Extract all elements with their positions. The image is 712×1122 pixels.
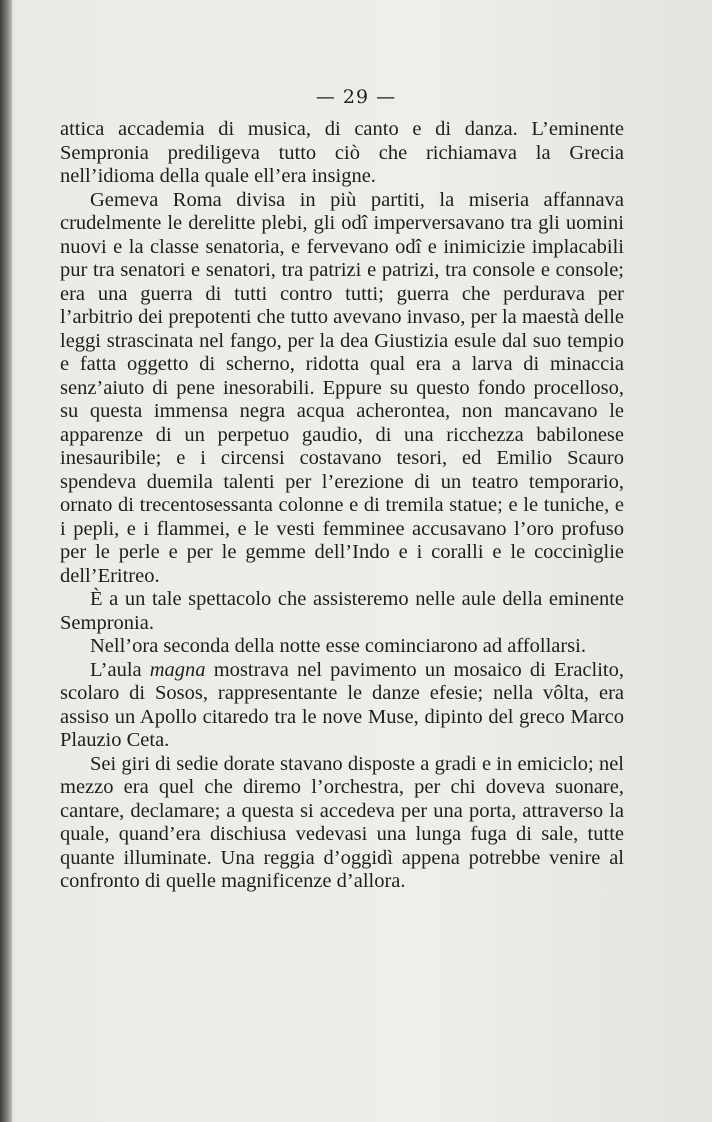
paragraph-6: Sei giri di sedie dorate stavano disposte a gradi e in emiciclo; nel mezzo era quel che diremo l’orchestra, per chi doveva suonare, cantare, declamare; a questa si accedeva per una porta, attraverso la quale, quand’era dischiusa vedevasi una lunga fuga di sale, tutte quante illuminate. Una reggia d’oggidì appena potrebbe venire al confronto di quelle magnificenze d’allora. <box>60 752 624 892</box>
paragraph-4: Nell’ora seconda della notte esse cominciarono ad affollarsi. <box>90 635 586 657</box>
page-spine-shadow <box>0 0 12 1122</box>
paragraph-2: Gemeva Roma divisa in più partiti, la miseria affannava crudelmente le derelitte plebi, gli odî imperversavano tra gli uomini nuovi e la classe senatoria, e fervevano odî e inimicizie implacabili pur tra senatori e senatori, tra patrizi e patrizi, tra console e console; era una guerra di tutti contro tutti; guerra che perdurava per l’arbitrio dei prepotenti che tutto avevano invaso, per la maestà delle leggi strascinata nel fango, per la dea Giustizia esule dal suo tempio e fatta oggetto di scherno, ridotta qual era a larva di minaccia senz’aiuto di pene inesorabili. Eppure su questo fondo procelloso, su questa immensa negra acqua acherontea, non mancavano le apparenze di un perpetuo gaudio, di una ricchezza babilonese inesauribile; e i circensi costavano tesori, ed Emilio Scauro spendeva duemila talenti per l’erezione di un teatro temporario, ornato di trecentosessanta colonne e di tremila statue; e le tuniche, e i pepli, e i flammei, e le vesti femminee accusavano l’oro profuso per le perle e per le gemme dell’Indo e i coralli e le coccinìglie dell’Eritreo. <box>60 188 624 587</box>
paragraph-5-rest: mostrava nel pavimento un mosaico di Eraclito, scolaro di Sosos, rappresentante le danze efesie; nella vôlta, era assiso un Apollo citaredo tra le nove Muse, dipinto del greco Marco Plauzio Ceta. <box>60 658 624 751</box>
paragraph-5-italic-word: magna <box>149 658 206 681</box>
body-text <box>60 118 624 894</box>
page-number: — 29 — <box>315 86 397 108</box>
paragraph-1: attica accademia di musica, di canto e di danza. L’eminente Sempronia prediligeva tutto ciò che richiamava la Grecia nell’idioma della quale ell’era insigne. <box>60 118 624 187</box>
paragraph-3: È a un tale spettacolo che assisteremo nelle aule della eminente Sempronia. <box>60 588 624 634</box>
paragraph-5-start: L’aula <box>90 658 150 681</box>
paragraph-5 <box>60 659 624 753</box>
